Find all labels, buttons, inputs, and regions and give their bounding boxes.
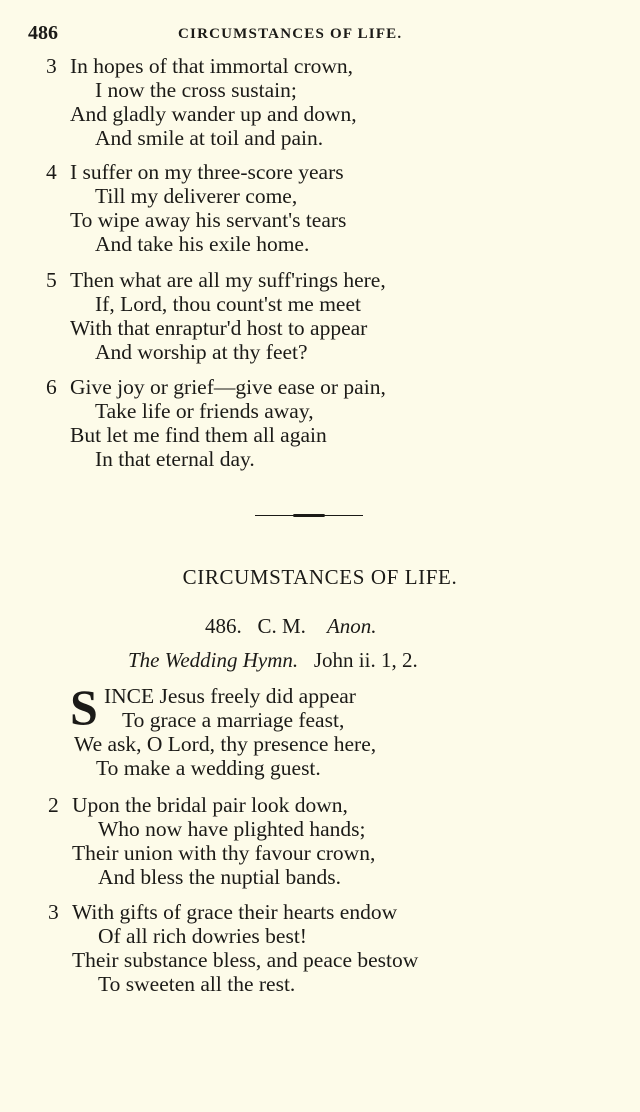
stanza-number: 2	[48, 793, 59, 817]
verse-line: With gifts of grace their hearts endow	[72, 900, 398, 924]
hymn-meta	[205, 614, 377, 639]
stanza-number: 6	[46, 375, 57, 399]
verse-line: We ask, O Lord, thy presence here,	[74, 732, 377, 756]
running-title: CIRCUMSTANCES OF LIFE.	[178, 26, 403, 42]
drop-cap: S	[70, 679, 98, 735]
verse-line: Take life or friends away,	[95, 399, 314, 423]
verse-line: In that eternal day.	[95, 447, 255, 471]
verse-line: Their union with thy favour crown,	[72, 841, 376, 865]
hymn-subtitle-line	[128, 648, 418, 673]
verse-line: Upon the bridal pair look down,	[72, 793, 348, 817]
verse-line: To grace a marriage feast,	[122, 708, 345, 732]
verse-line: Give joy or grief—give ease or pain,	[70, 375, 386, 399]
verse-line: And smile at toil and pain.	[95, 126, 324, 150]
verse-line: Their substance bless, and peace bestow	[72, 948, 419, 972]
hymn-meter: C. M.	[257, 614, 306, 638]
verse-line: In hopes of that immortal crown,	[70, 54, 354, 78]
verse-line: Till my deliverer come,	[95, 184, 298, 208]
hymn-number: 486.	[205, 614, 242, 638]
hymn-subtitle: The Wedding Hymn.	[128, 648, 299, 672]
verse-line: I now the cross sustain;	[95, 78, 297, 102]
scripture-reference: John ii. 1, 2.	[313, 648, 418, 672]
verse-line: And gladly wander up and down,	[70, 102, 357, 126]
verse-line: Then what are all my suff'rings here,	[70, 268, 386, 292]
verse-line: Who now have plighted hands;	[98, 817, 366, 841]
stanza-number: 3	[48, 900, 59, 924]
verse-line: To make a wedding guest.	[96, 756, 321, 780]
verse-line: If, Lord, thou count'st me meet	[95, 292, 361, 316]
section-title: CIRCUMSTANCES OF LIFE.	[182, 565, 458, 589]
verse-line: And worship at thy feet?	[95, 340, 308, 364]
stanza-number: 5	[46, 268, 57, 292]
verse-line: I suffer on my three-score years	[70, 160, 344, 184]
verse-line: But let me find them all again	[70, 423, 327, 447]
verse-line: And bless the nuptial bands.	[98, 865, 342, 889]
stanza-number: 4	[46, 160, 57, 184]
verse-line: INCE Jesus freely did appear	[104, 684, 356, 708]
stanza-number: 3	[46, 54, 57, 78]
verse-line: With that enraptur'd host to appear	[70, 316, 368, 340]
page-number: 486	[28, 22, 58, 44]
verse-line: To sweeten all the rest.	[98, 972, 296, 996]
page-header	[28, 18, 448, 46]
verse-line: To wipe away his servant's tears	[70, 208, 347, 232]
section-divider	[255, 514, 363, 517]
hymn-author: Anon.	[326, 614, 377, 638]
verse-line: And take his exile home.	[95, 232, 310, 256]
verse-line: Of all rich dowries best!	[98, 924, 307, 948]
